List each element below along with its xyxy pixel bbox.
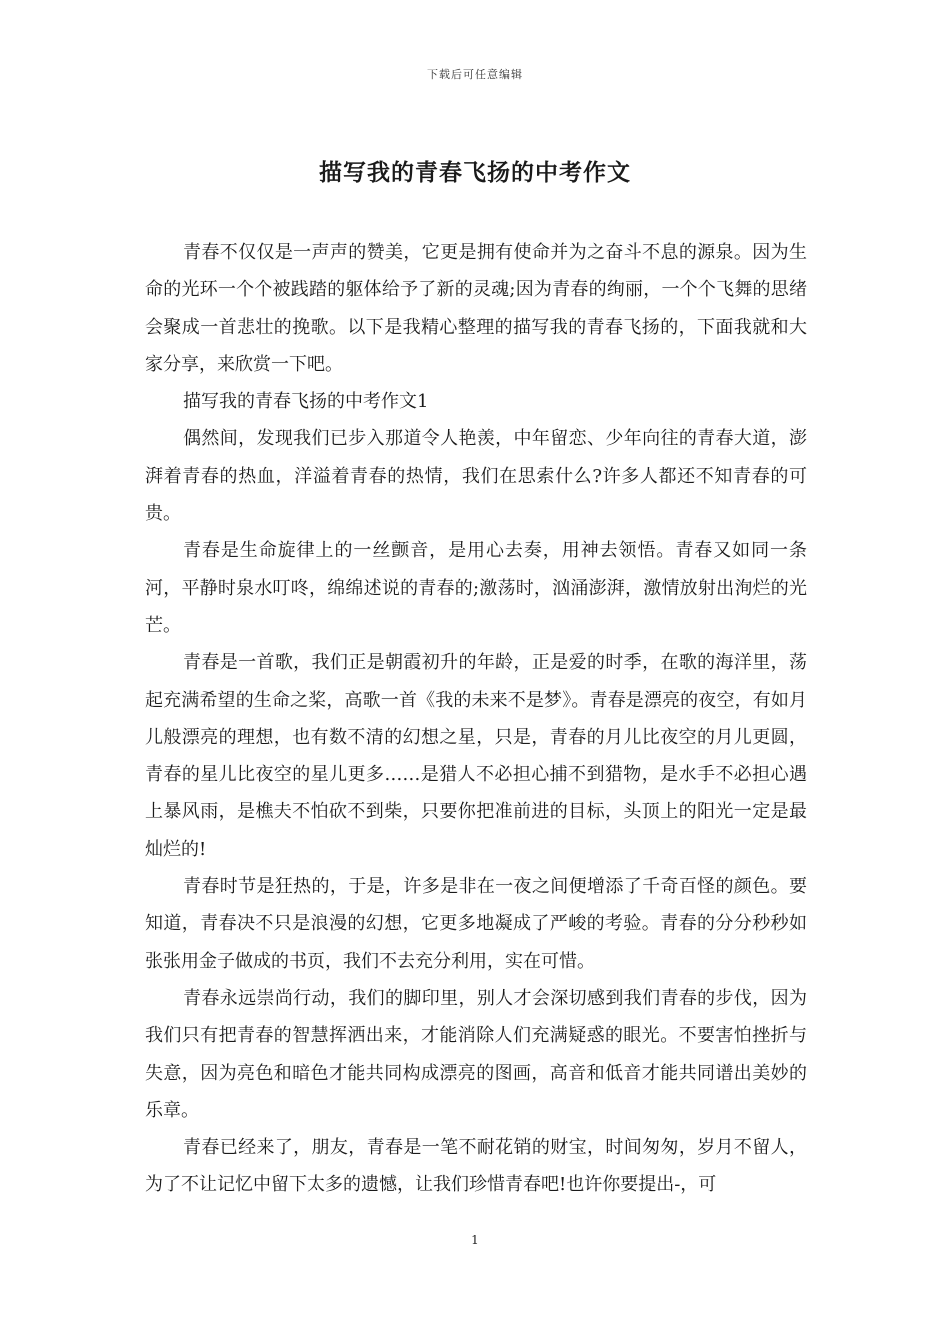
page-number: 1: [471, 1233, 479, 1247]
body-paragraph: 青春是生命旋律上的一丝颤音，是用心去奏，用神去领悟。青春又如同一条河，平静时泉水叮咚，绵绵述说的青春的;激荡时，汹涌澎湃，激情放射出洵烂的光芒。: [145, 540, 807, 636]
document-body: [145, 234, 807, 1204]
page-header: 下载后可任意编辑: [427, 68, 523, 81]
body-paragraph: 青春是一首歌，我们正是朝霞初升的年龄，正是爱的时季，在歌的海洋里，荡起充满希望的生命之桨，高歌一首《我的未来不是梦》。青春是漂亮的夜空，有如月儿般漂亮的理想，也有数不清的幻想之星，只是，青春的月儿比夜空的月儿更圆，青春的星儿比夜空的星儿更多……是猎人不必担心捕不到猎物，是水手不必担心遇上暴风雨，是樵夫不怕砍不到柴，只要你把准前进的目标，头顶上的阳光一定是最灿烂的!: [145, 652, 807, 860]
intro-paragraph: 青春不仅仅是一声声的赞美，它更是拥有使命并为之奋斗不息的源泉。因为生命的光环一个个被践踏的躯体给予了新的灵魂;因为青春的绚丽，一个个飞舞的思绪会聚成一首悲壮的挽歌。以下是我精心整理的描写我的青春飞扬的，下面我就和大家分享，来欣赏一下吧。: [145, 242, 807, 375]
section-heading: 描写我的青春飞扬的中考作文1: [183, 391, 429, 413]
document-title: 描写我的青春飞扬的中考作文: [319, 159, 631, 186]
body-paragraph: 青春已经来了，朋友，青春是一笔不耐花销的财宝，时间匆匆，岁月不留人，为了不让记忆中留下太多的遗憾，让我们珍惜青春吧!也许你要提出-，可: [145, 1137, 807, 1196]
body-paragraph: 青春时节是狂热的，于是，许多是非在一夜之间便增添了千奇百怪的颜色。要知道，青春决不只是浪漫的幻想，它更多地凝成了严峻的考验。青春的分分秒秒如张张用金子做成的书页，我们不去充分利用，实在可惜。: [145, 876, 807, 972]
body-paragraph: 青春永远崇尚行动，我们的脚印里，别人才会深切感到我们青春的步伐，因为我们只有把青春的智慧挥洒出来，才能消除人们充满疑惑的眼光。不要害怕挫折与失意，因为亮色和暗色才能共同构成漂亮的图画，高音和低音才能共同谱出美妙的乐章。: [145, 987, 807, 1121]
body-paragraph: 偶然间，发现我们已步入那道令人艳羡，中年留恋、少年向往的青春大道，澎湃着青春的热血，洋溢着青春的热情，我们在思索什么?许多人都还不知青春的可贵。: [145, 428, 807, 525]
